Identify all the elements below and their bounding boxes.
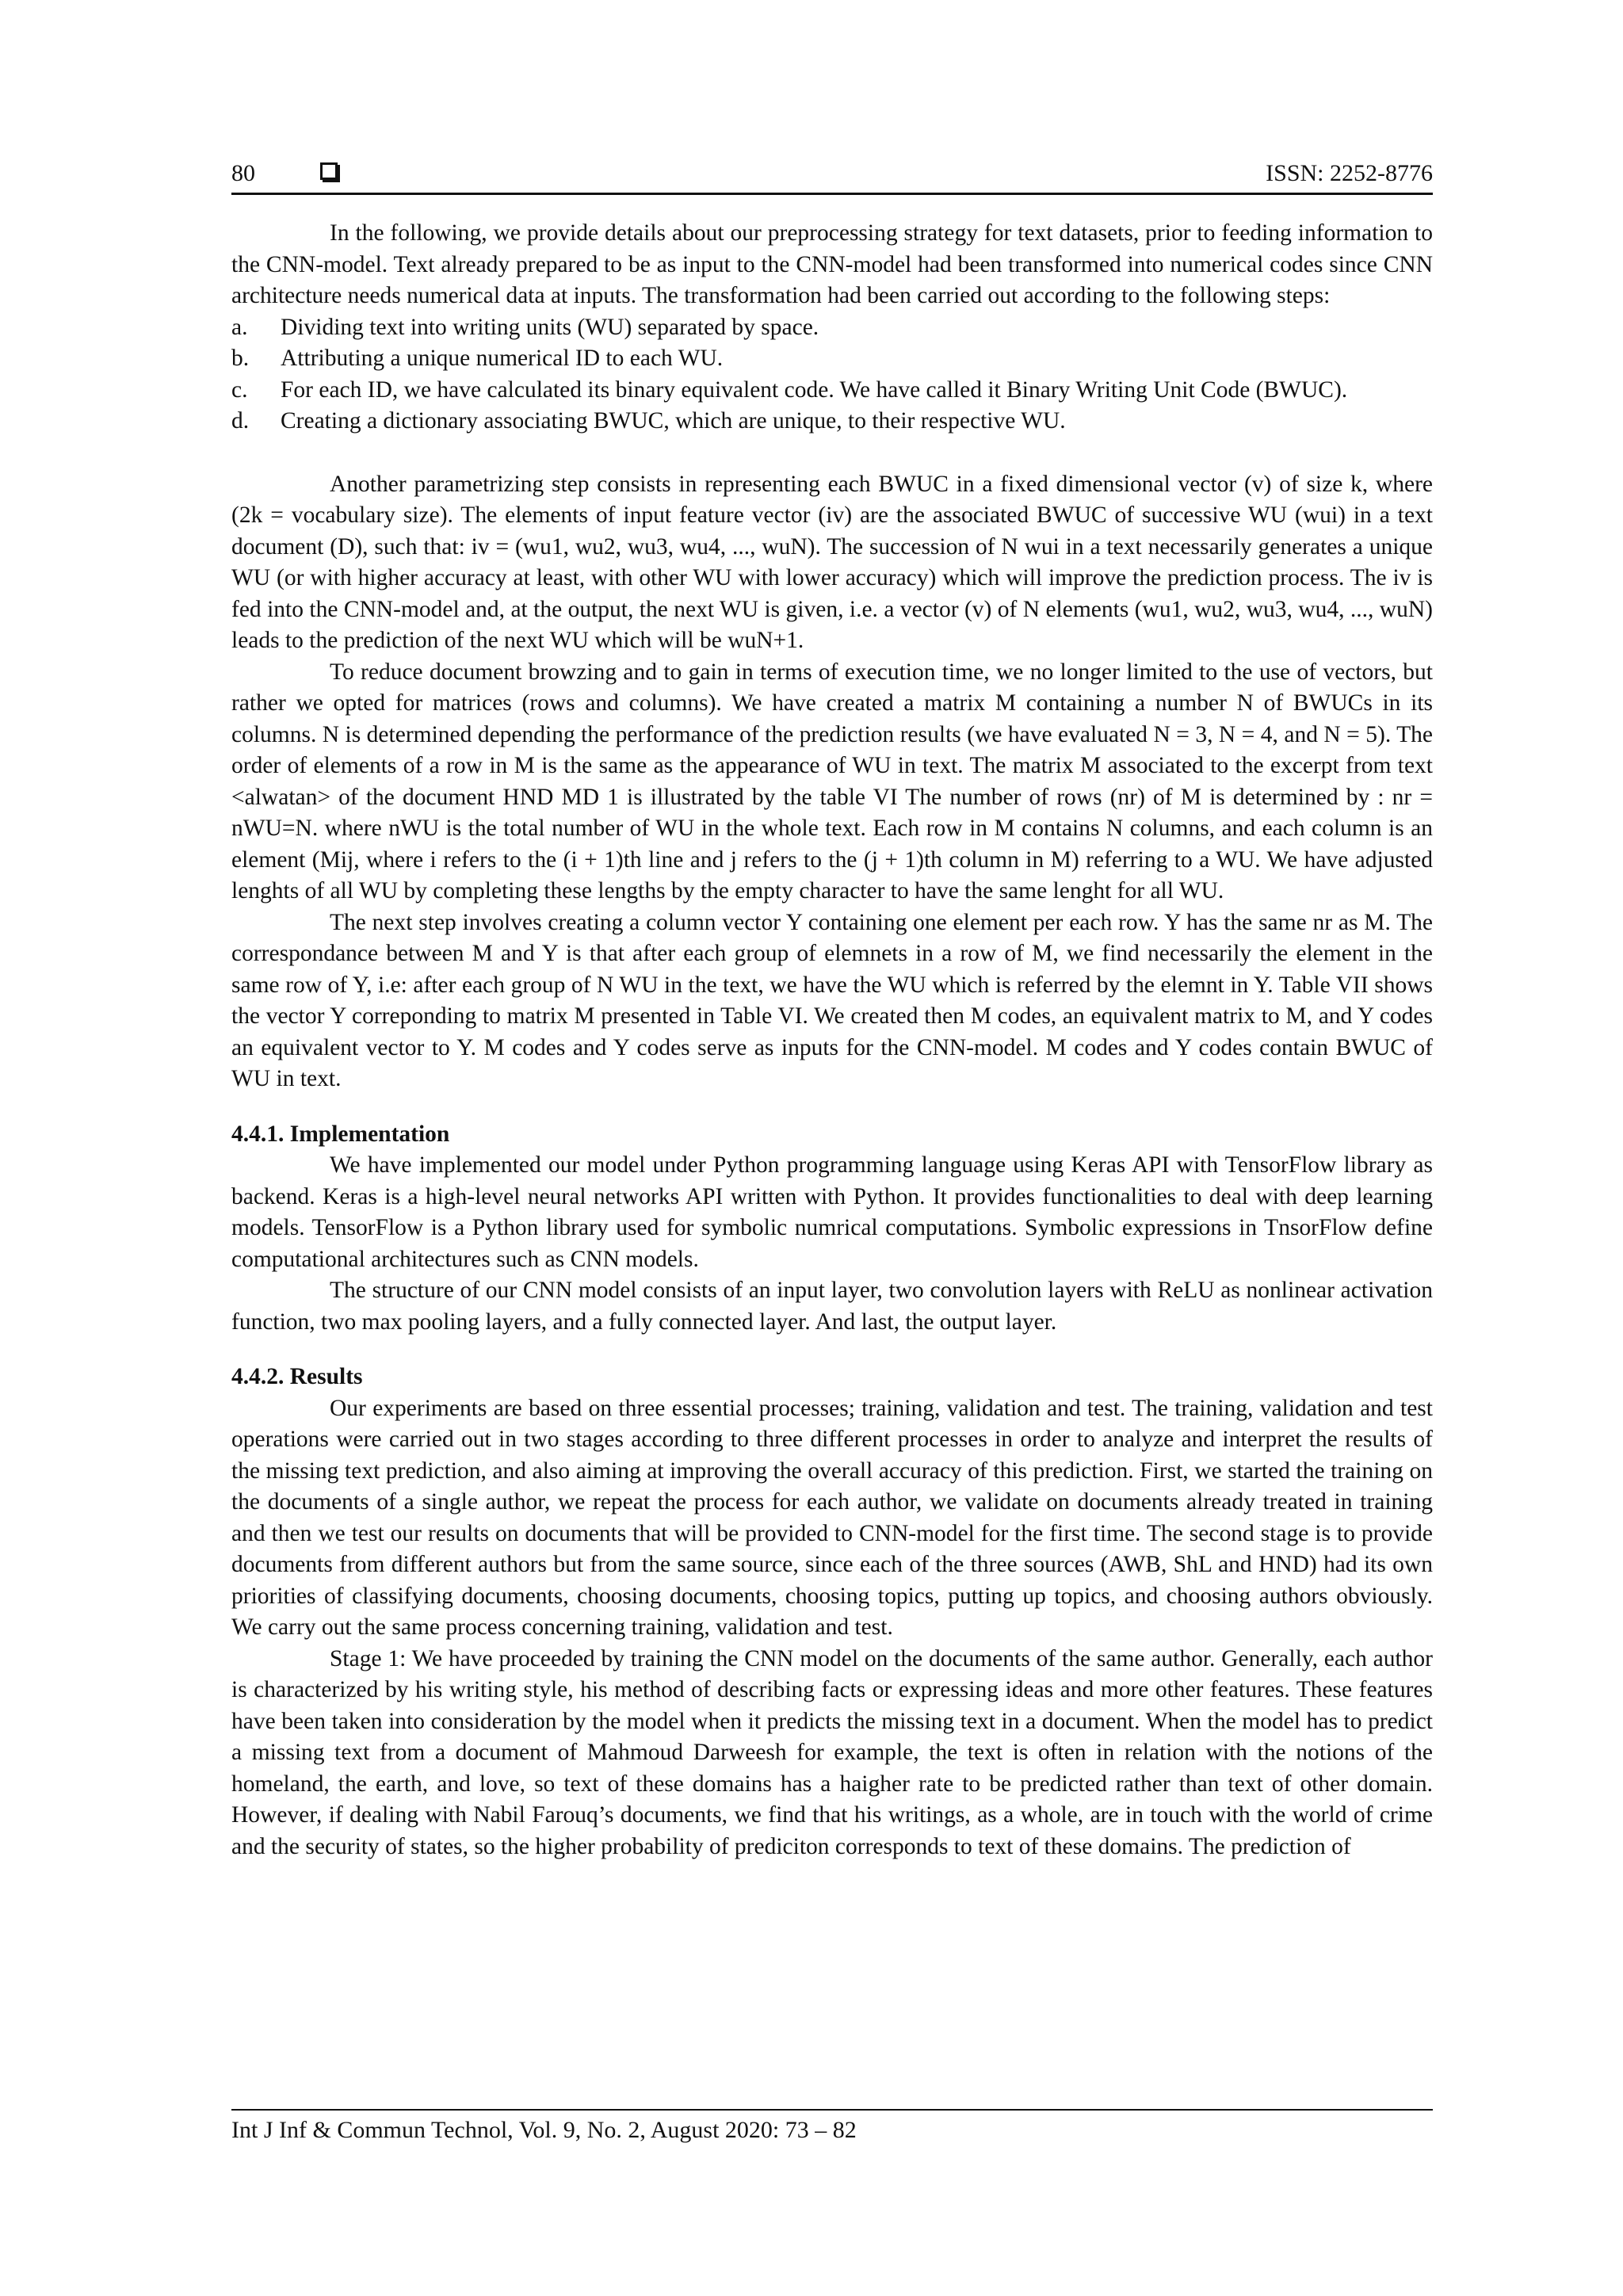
footer-citation: Int J Inf & Commun Technol, Vol. 9, No. 2, August 2020: 73 – 82 <box>231 2117 857 2143</box>
spacer <box>231 1338 1433 1362</box>
page-number: 80 <box>231 160 255 186</box>
checkbox-square-icon <box>320 162 338 180</box>
spacer <box>231 1095 1433 1119</box>
body-text <box>231 218 1433 1862</box>
steps-list <box>231 312 1433 437</box>
list-item <box>231 375 1433 407</box>
paragraph-implementation: We have implemented our model under Python programming language using Keras API with TensorFlow library as backend. Keras is a high-level neural networks API written with Python. It provides functionalities to deal with deep learning models. TensorFlow is a Python library used for symbolic numrical computations. Symbolic expressions in TnsorFlow define computational architectures such as CNN models. <box>231 1152 1433 1272</box>
list-item-text: Creating a dictionary associating BWUC, which are unique, to their respective WU. <box>281 408 1066 434</box>
spacer <box>231 437 1433 469</box>
list-marker: c. <box>231 376 248 403</box>
paragraph-experiments: Our experiments are based on three essential processes; training, validation and test. The training, validation and test operations were carried out in two stages according to three different processes in order to analyze and interpret the results of the missing text prediction, and also aiming at improving the overall accuracy of this prediction. First, we started the training on the documents of a single author, we repeat the process for each author, we validate on documents already treated in training and then we test our results on documents that will be provided to CNN-model for the first time. The second stage is to provide documents from different authors but from the same source, since each of the three sources (AWB, ShL and HND) had its own priorities of classifying documents, choosing documents, choosing topics, putting up topics, and choosing authors obviously. We carry out the same process concerning training, validation and test. <box>231 1395 1433 1640</box>
list-marker: d. <box>231 408 250 434</box>
section-heading-results: 4.4.2. Results <box>231 1364 363 1389</box>
paragraph-stage-1: Stage 1: We have proceeded by training the CNN model on the documents of the same author. Generally, each author is characterized by his writing style, his method of describing facts or expressing ideas and more other features. These features have been taken into consideration by the model when it predicts the missing text in a document. When the model has to predict a missing text from a document of Mahmoud Darweesh for example, the text is often in relation with the notions of the homeland, the earth, and love, so text of these domains has a haigher rate to be predicted rather than text of other domain. However, if dealing with Nabil Farouq’s documents, we find that his writings, as a whole, are in touch with the world of crime and the security of states, so the higher probability of prediciton corresponds to text of these domains. The prediction of <box>231 1645 1433 1859</box>
list-marker: b. <box>231 346 250 371</box>
paragraph-structure: The structure of our CNN model consists of an input layer, two convolution layers with ReLU as nonlinear activation function, two max pooling layers, and a fully connected layer. And last, the output layer. <box>231 1278 1433 1335</box>
section-heading-implementation: 4.4.1. Implementation <box>231 1121 450 1147</box>
footer-rule <box>231 2109 1433 2111</box>
list-item <box>231 343 1433 375</box>
paragraph-matrix: To reduce document browzing and to gain in terms of execution time, we no longer limited to the use of vectors, but rather we opted for matrices (rows and columns). We have created a matrix M containing a number N of BWUCs in its columns. N is determined depending the performance of the prediction results (we have evaluated N = 3, N = 4, and N = 5). The order of elements of a row in M is the same as the appearance of WU in text. The matrix M associated to the excerpt from text <alwatan> of the document HND MD 1 is illustrated by the table VI The number of rows (nr) of M is determined by : nr = nWU=N. where nWU is the total number of WU in the whole text. Each row in M contains N columns, and each column is an element (Mij, where i refers to the (i + 1)th line and j refers to the (j + 1)th column in M) referring to a WU. We have adjusted lenghts of all WU by completing these lengths by the empty character to have the same lenght for all WU. <box>231 659 1433 904</box>
list-marker: a. <box>231 314 248 340</box>
page-header <box>231 155 1433 193</box>
list-item-text: Dividing text into writing units (WU) separated by space. <box>281 314 819 340</box>
paragraph-parametrizing: Another parametrizing step consists in representing each BWUC in a fixed dimensional vector (v) of size k, where (2k = vocabulary size). The elements of input feature vector (iv) are the associated BWUC of successive WU (wui) in a text document (D), such that: iv = (wu1, wu2, wu3, wu4, ..., wuN). The succession of N wui in a text necessarily generates a unique WU (or with higher accuracy at least, with other WU with lower accuracy) which will improve the prediction process. The iv is fed into the CNN-model and, at the output, the next WU is given, i.e. a vector (v) of N elements (wu1, wu2, wu3, wu4, ..., wuN) leads to the prediction of the next WU which will be wuN+1. <box>231 471 1433 653</box>
list-item <box>231 312 1433 344</box>
list-item-text: For each ID, we have calculated its binary equivalent code. We have called it Binary Writing Unit Code (BWUC). <box>281 376 1348 403</box>
header-rule <box>231 193 1433 195</box>
list-item-text: Attributing a unique numerical ID to each WU. <box>281 346 724 371</box>
paragraph-vector-y: The next step involves creating a column vector Y containing one element per each row. Y has the same nr as M. The correspondance between M and Y is that after each group of elemnets in a row of M, we find necessarily the element in the same row of Y, i.e: after each group of N WU in the text, we have the WU which is referred by the elemnt in Y. Table VII shows the vector Y correponding to matrix M presented in Table VI. We created then M codes, an equivalent matrix to M, and Y codes an equivalent vector to Y. M codes and Y codes serve as inputs for the CNN-model. M codes and Y codes contain BWUC of WU in text. <box>231 909 1433 1091</box>
issn-label: ISSN: 2252-8776 <box>1266 160 1433 186</box>
paragraph-preprocessing: In the following, we provide details about our preprocessing strategy for text datasets, prior to feeding information to the CNN-model. Text already prepared to be as input to the CNN-model had been transformed into numerical codes since CNN architecture needs numerical data at inputs. The transformation had been carried out according to the following steps: <box>231 220 1433 308</box>
list-item <box>231 406 1433 437</box>
